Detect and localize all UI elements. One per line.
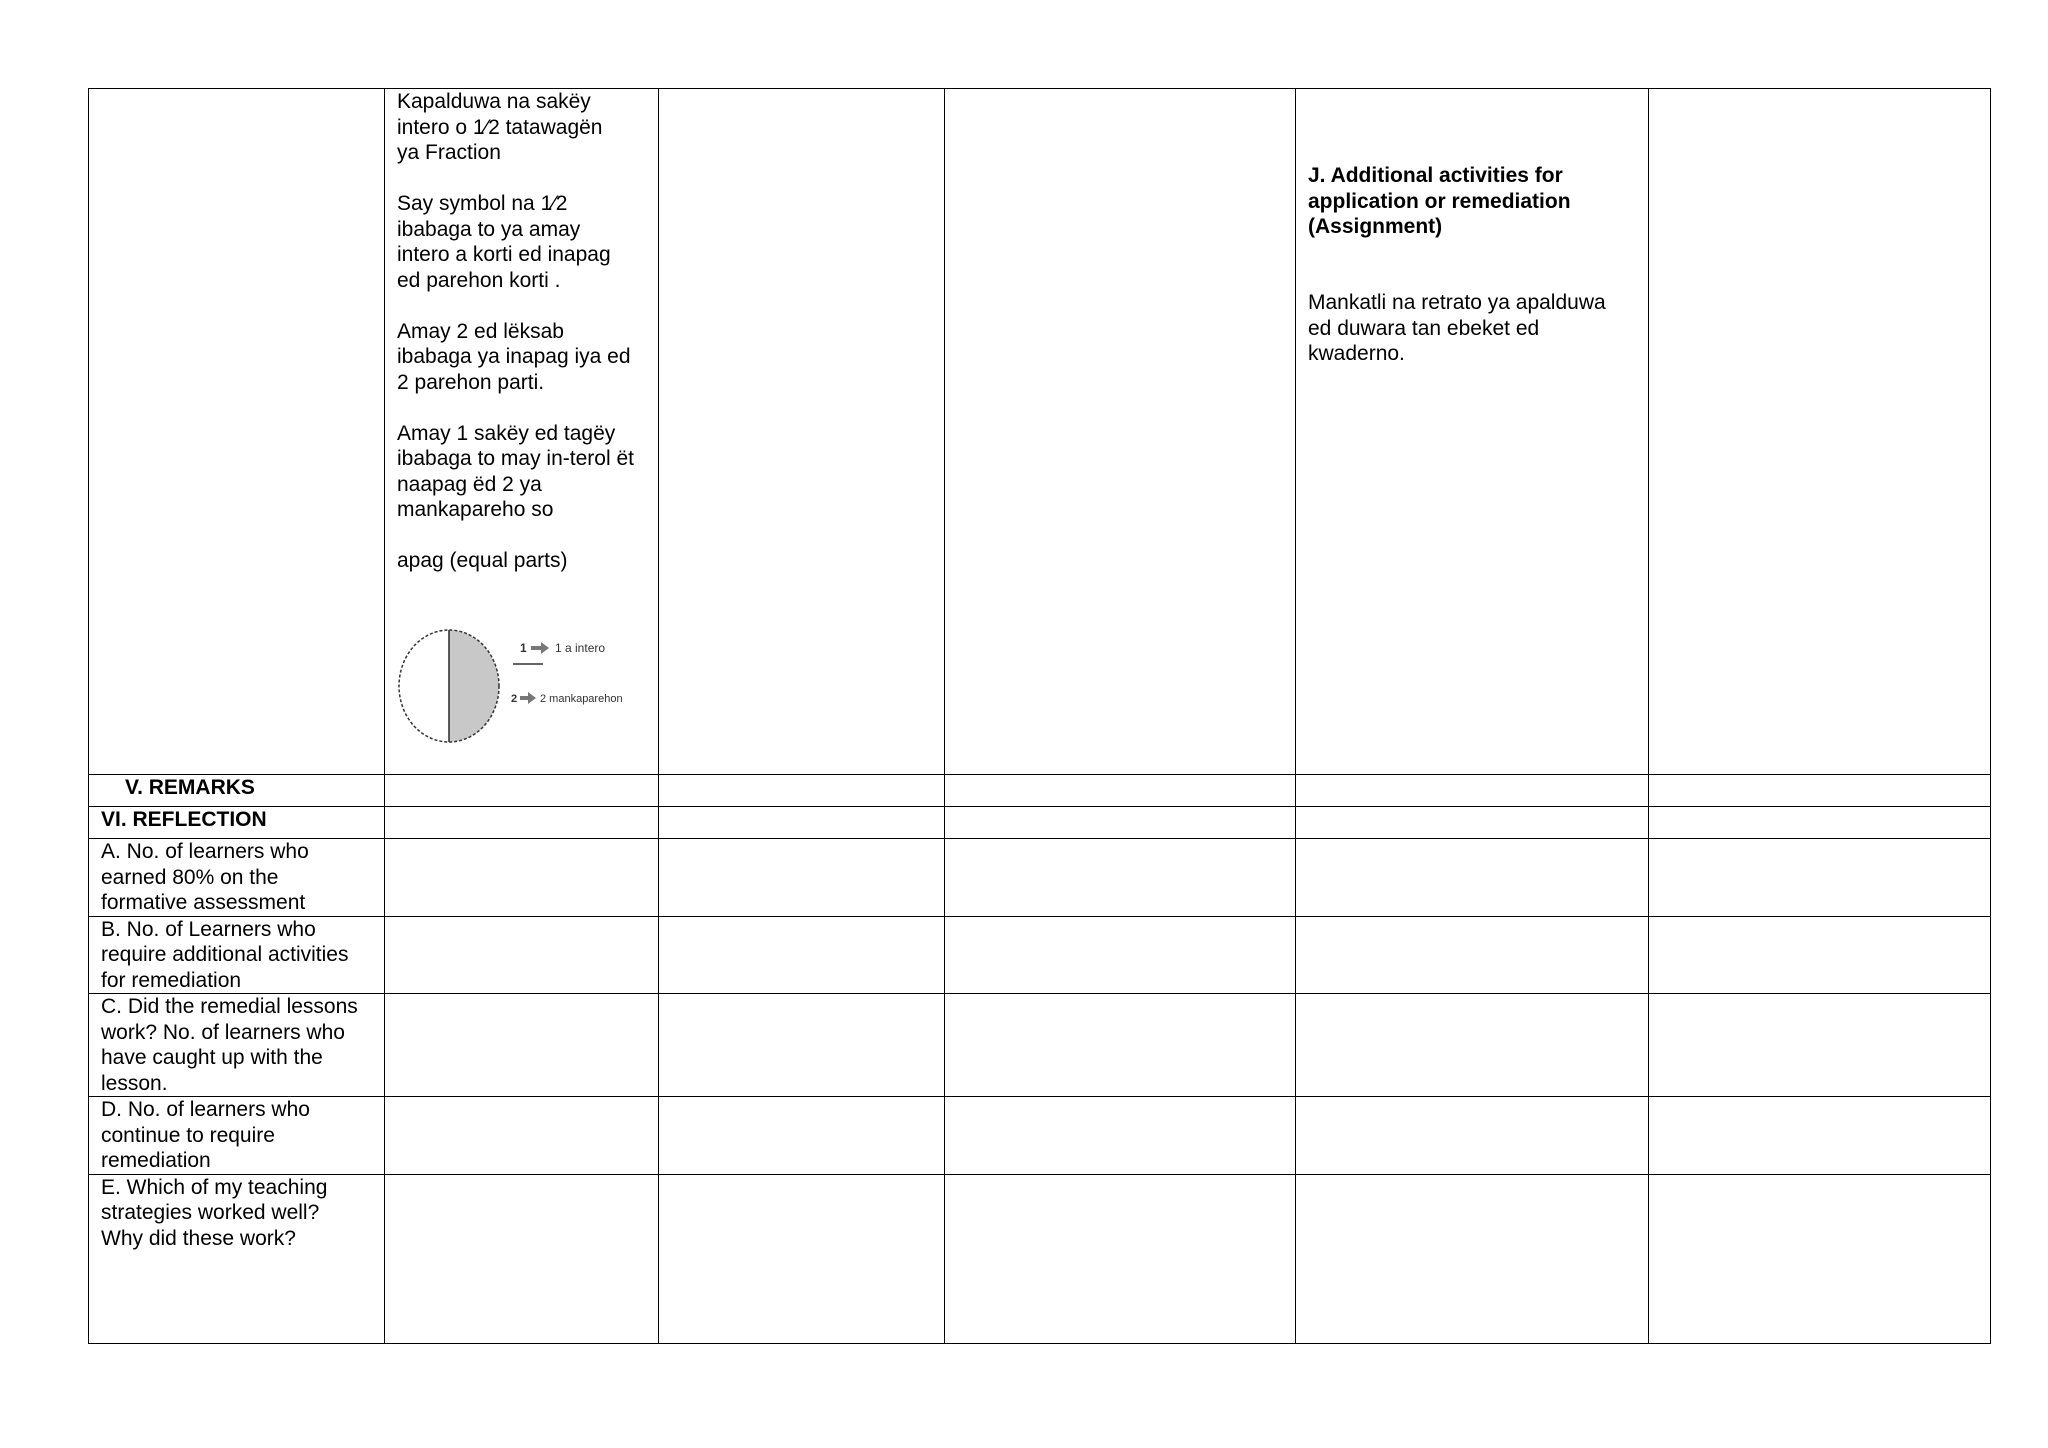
text-line: lesson. <box>101 1071 168 1095</box>
remarks-row <box>89 775 1991 807</box>
text-line: remediation <box>101 1149 211 1172</box>
assignment-body <box>1308 290 1636 367</box>
answer-cell[interactable] <box>1296 994 1649 1097</box>
answer-cell[interactable] <box>945 994 1296 1097</box>
text-line: J. Additional activities for <box>1308 164 1563 187</box>
answer-cell[interactable] <box>945 916 1296 994</box>
symbol-paragraph <box>397 191 652 293</box>
text-line: kwaderno. <box>1308 342 1405 365</box>
text-line: ya Fraction <box>397 141 501 164</box>
text-line: earned 80% on the <box>101 865 279 889</box>
answer-cell[interactable] <box>1649 1174 1991 1343</box>
answer-cell[interactable] <box>385 1174 659 1343</box>
lesson-content-row <box>89 89 1991 775</box>
arrow-right-icon <box>520 692 536 704</box>
text-line: continue to require <box>101 1123 275 1147</box>
arrow-right-icon <box>531 642 549 654</box>
reflection-question-a <box>89 839 385 917</box>
shaded-half <box>449 630 499 742</box>
empty-cell <box>659 89 945 775</box>
text-line: Amay 2 ed lëksab <box>397 319 564 343</box>
lesson-plan-table <box>88 88 1991 1344</box>
empty-cell <box>1296 807 1649 839</box>
text-line: application or remediation <box>1308 189 1571 213</box>
answer-cell[interactable] <box>659 916 945 994</box>
empty-cell <box>945 807 1296 839</box>
empty-cell <box>659 775 945 807</box>
answer-cell[interactable] <box>1296 839 1649 917</box>
answer-cell[interactable] <box>945 839 1296 917</box>
answer-cell[interactable] <box>659 839 945 917</box>
text-line: intero a korti ed inapag <box>397 243 611 266</box>
text-line: strategies worked well? <box>101 1201 320 1224</box>
text-line: Mankatli na retrato ya apalduwa <box>1308 291 1606 314</box>
text-line: intero o 1⁄2 tatawagën <box>397 115 603 139</box>
empty-label-cell <box>89 89 385 775</box>
empty-cell <box>385 775 659 807</box>
denominator-paragraph <box>397 319 652 396</box>
text-line: ibabaga ya inapag iya ed <box>397 345 631 368</box>
answer-cell[interactable] <box>1649 1097 1991 1175</box>
text-line: Why did these work? <box>101 1226 296 1250</box>
answer-cell[interactable] <box>1296 1174 1649 1343</box>
empty-cell <box>1649 775 1991 807</box>
text-line: (Assignment) <box>1308 215 1443 238</box>
answer-cell[interactable] <box>1649 839 1991 917</box>
answer-cell[interactable] <box>945 1174 1296 1343</box>
empty-cell <box>1649 807 1991 839</box>
empty-cell <box>659 807 945 839</box>
text-line: Amay 1 sakëy ed tagëy <box>397 421 616 445</box>
equal-parts-line: apag (equal parts) <box>397 549 568 572</box>
reflection-item-row <box>89 994 1991 1097</box>
remarks-label: V. REMARKS <box>89 775 385 807</box>
text-line: ed duwara tan ebeket ed <box>1308 316 1540 340</box>
reflection-question-c <box>89 994 385 1097</box>
assignment-heading <box>1308 163 1636 240</box>
reflection-item-row <box>89 839 1991 917</box>
empty-cell <box>945 89 1296 775</box>
numerator-paragraph <box>397 421 652 523</box>
reflection-question-e <box>89 1174 385 1343</box>
answer-cell[interactable] <box>659 1174 945 1343</box>
text-line: naapag ëd 2 ya <box>397 472 542 496</box>
empty-cell <box>945 775 1296 807</box>
answer-cell[interactable] <box>945 1097 1296 1175</box>
fraction-definition-paragraph <box>397 89 652 166</box>
half-circle-fraction-figure <box>397 622 647 746</box>
text-line: work? No. of learners who <box>101 1020 345 1044</box>
answer-cell[interactable] <box>385 916 659 994</box>
answer-cell[interactable] <box>1296 916 1649 994</box>
reflection-question-b <box>89 916 385 994</box>
text-line: for remediation <box>101 968 242 992</box>
text-line: ed parehon korti . <box>397 268 561 292</box>
text-line: mankapareho so <box>397 498 554 521</box>
reflection-label: VI. REFLECTION <box>89 807 385 839</box>
denominator-text: 2 <box>511 692 518 705</box>
reflection-item-row <box>89 1174 1991 1343</box>
answer-cell[interactable] <box>385 994 659 1097</box>
assignment-cell <box>1296 89 1649 775</box>
answer-cell[interactable] <box>385 1097 659 1175</box>
answer-cell[interactable] <box>659 1097 945 1175</box>
text-line: have caught up with the <box>101 1046 323 1069</box>
text-line: ibabaga to ya amay <box>397 217 581 241</box>
text-line: require additional activities <box>101 943 349 966</box>
empty-cell <box>1649 89 1991 775</box>
denominator-label: 2 mankaparehon <box>540 692 623 705</box>
numerator-text: 1 <box>520 640 527 655</box>
reflection-item-row <box>89 916 1991 994</box>
text-line: 2 parehon parti. <box>397 370 545 394</box>
reflection-row <box>89 807 1991 839</box>
text-line: E. Which of my teaching <box>101 1175 328 1199</box>
text-line: formative assessment <box>101 891 306 914</box>
text-line: Kapalduwa na sakëy <box>397 90 591 113</box>
lesson-text-cell <box>385 89 659 775</box>
text-line: Say symbol na 1⁄2 <box>397 192 568 215</box>
text-line: C. Did the remedial lessons <box>101 995 358 1018</box>
text-line: ibabaga to may in-terol ët <box>397 447 634 470</box>
text-line: D. No. of learners who <box>101 1098 310 1121</box>
answer-cell[interactable] <box>1296 1097 1649 1175</box>
empty-cell <box>385 807 659 839</box>
reflection-item-row <box>89 1097 1991 1175</box>
empty-cell <box>1296 775 1649 807</box>
answer-cell[interactable] <box>385 839 659 917</box>
numerator-label: 1 a intero <box>555 640 606 655</box>
answer-cell[interactable] <box>659 994 945 1097</box>
answer-cell[interactable] <box>1649 994 1991 1097</box>
text-line: B. No. of Learners who <box>101 917 316 941</box>
answer-cell[interactable] <box>1649 916 1991 994</box>
text-line: A. No. of learners who <box>101 840 309 863</box>
reflection-question-d <box>89 1097 385 1175</box>
